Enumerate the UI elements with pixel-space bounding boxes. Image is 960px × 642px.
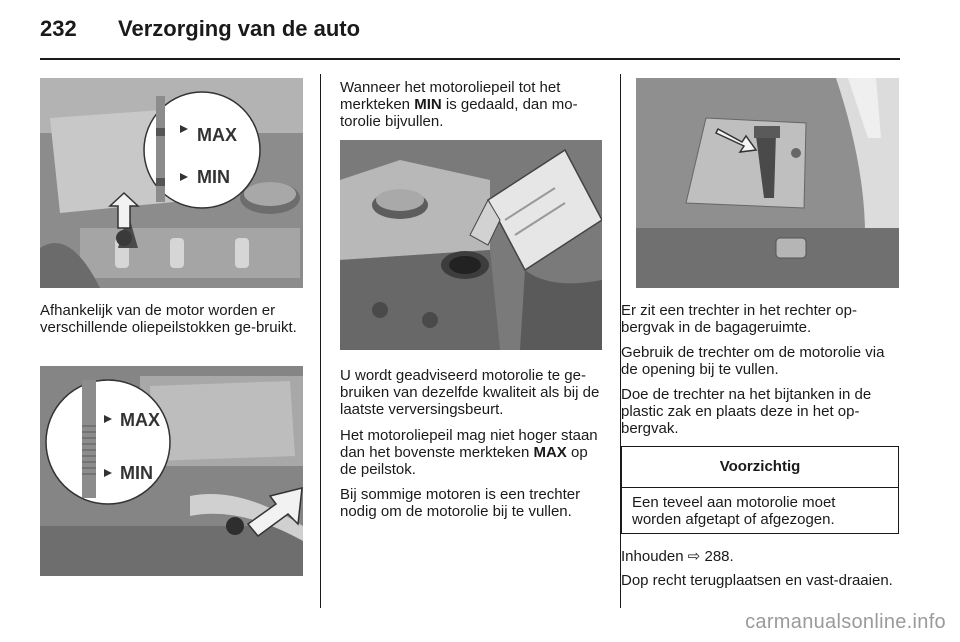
col3-paragraph-3: Doe de trechter na het bijtanken in de plastic zak en plaats deze in het op-bergvak. <box>621 386 872 437</box>
oil-fill-image <box>340 140 602 350</box>
header-rule <box>40 58 900 60</box>
page-reference-icon: ⇨ <box>687 548 701 565</box>
col2-paragraph-4: Bij sommige motoren is een trechter nodig om de motorolie bij te vullen. <box>340 486 581 520</box>
col3-paragraph-1: Er zit een trechter in het rechter op-bergvak in de bagageruimte. <box>621 302 857 336</box>
dipstick-level-icon <box>40 366 303 576</box>
dipstick-engine-image-2 <box>40 366 303 576</box>
page-title: Verzorging van de auto <box>118 16 361 41</box>
min-mark: MIN <box>414 96 442 113</box>
col3-paragraph-5: Dop recht terugplaatsen en vast-draaien. <box>621 572 893 589</box>
cargo-funnel-image <box>636 78 899 288</box>
caution-title: Voorzichtig <box>622 447 898 488</box>
min-label: MIN <box>120 463 153 483</box>
max-mark: MAX <box>533 444 567 461</box>
column-divider-1 <box>320 74 321 608</box>
watermark: carmanualsonline.info <box>745 611 946 633</box>
caution-body: Een teveel aan motorolie moet worden afgetapt of afgezogen. <box>632 494 836 528</box>
dipstick-level-icon <box>40 78 303 288</box>
col3-paragraph-2: Gebruik de trechter om de motorolie via de opening bij te vullen. <box>621 344 885 378</box>
col1-paragraph-1: Afhankelijk van de motor worden er verschillende oliepeilstokken ge-bruikt. <box>40 302 297 336</box>
engine-oil-fill-icon <box>340 140 602 350</box>
col2-paragraph-2: U wordt geadviseerd motorolie te ge-bruiken van dezelfde kwaliteit als bij de laatste verversingsbeurt. <box>340 367 600 418</box>
min-label: MIN <box>197 167 230 187</box>
caution-box <box>621 446 899 534</box>
page-number: 232 <box>40 16 77 41</box>
cargo-compartment-icon <box>636 78 899 288</box>
max-label: MAX <box>120 410 160 430</box>
col2-paragraph-3: Het motoroliepeil mag niet hoger staan dan het bovenste merkteken MAX op de peilstok. <box>340 427 598 478</box>
col3-paragraph-4: Inhouden ⇨ 288. <box>621 548 734 565</box>
dipstick-engine-image-1 <box>40 78 303 288</box>
col2-paragraph-1: Wanneer het motoroliepeil tot het merkteken MIN is gedaald, dan mo-torolie bijvullen. <box>340 79 578 130</box>
max-label: MAX <box>197 125 237 145</box>
page-reference-link[interactable]: 288 <box>704 548 730 565</box>
